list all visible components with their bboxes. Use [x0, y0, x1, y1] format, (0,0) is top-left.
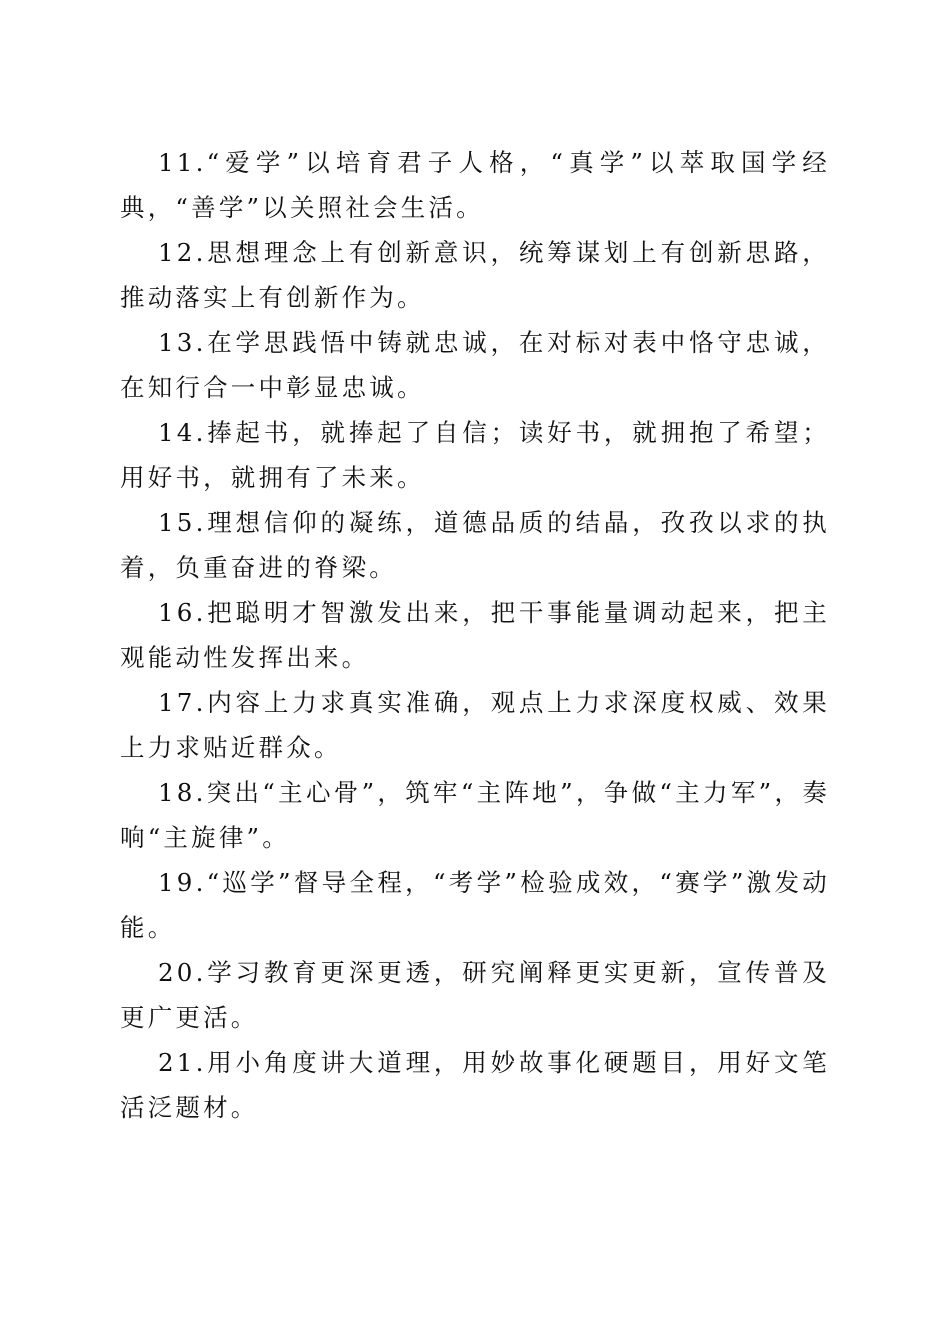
list-item: 15.理想信仰的凝练，道德品质的结晶，孜孜以求的执着，负重奋进的脊梁。: [120, 508, 830, 582]
list-item: 16.把聪明才智激发出来，把干事能量调动起来，把主观能动性发挥出来。: [120, 598, 830, 672]
list-item: 14.捧起书，就捧起了自信；读好书，就拥抱了希望；用好书，就拥有了未来。: [120, 418, 830, 492]
list-item: 17.内容上力求真实准确，观点上力求深度权威、效果上力求贴近群众。: [120, 688, 830, 762]
list-item: 11.“爱学”以培育君子人格，“真学”以萃取国学经典，“善学”以关照社会生活。: [120, 148, 830, 222]
list-item: 20.学习教育更深更透，研究阐释更实更新，宣传普及更广更活。: [120, 958, 830, 1032]
list-item: 18.突出“主心骨”，筑牢“主阵地”，争做“主力军”，奏响“主旋律”。: [120, 778, 830, 852]
list-item: 21.用小角度讲大道理，用妙故事化硬题目，用好文笔活泛题材。: [120, 1048, 830, 1122]
list-item: 19.“巡学”督导全程，“考学”检验成效，“赛学”激发动能。: [120, 868, 830, 942]
list-item: 13.在学思践悟中铸就忠诚，在对标对表中恪守忠诚，在知行合一中彰显忠诚。: [120, 328, 830, 402]
list-item: 12.思想理念上有创新意识，统筹谋划上有创新思路，推动落实上有创新作为。: [120, 238, 830, 312]
document-body: [120, 140, 830, 1130]
